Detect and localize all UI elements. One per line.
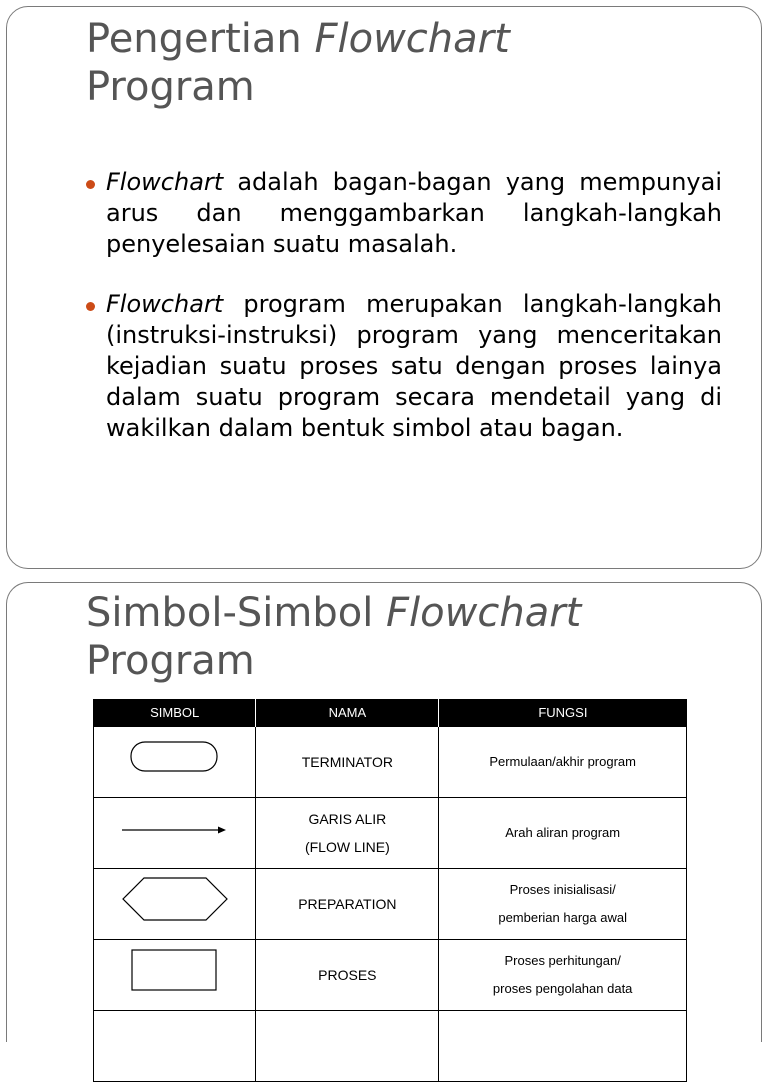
bullet-text: adalah bagan-bagan yang mempunyai arus dan menggambarkan langkah-langkah penyelesaian suatu masalah.: [106, 168, 722, 258]
title-plain: Pengertian: [86, 16, 315, 62]
terminator-icon: [130, 740, 220, 774]
slide-title: [86, 15, 510, 111]
table-row: [94, 869, 687, 940]
symbol-cell: [94, 727, 256, 798]
function-cell: Arah aliran program: [439, 798, 687, 869]
table-row: [94, 940, 687, 1011]
table-row: [94, 727, 687, 798]
table-row: [94, 1011, 687, 1082]
header-symbol: SIMBOL: [94, 699, 256, 727]
header-name: NAMA: [256, 699, 439, 727]
symbol-table: [93, 699, 687, 1082]
symbol-cell: [94, 940, 256, 1011]
name-cell: TERMINATOR: [256, 727, 439, 798]
title-line2: Program: [86, 64, 255, 110]
slide-definition: [6, 6, 762, 569]
function-cell: Permulaan/akhir program: [439, 727, 687, 798]
bullet-italic: Flowchart: [106, 168, 224, 196]
bullet-dot-icon: [86, 180, 95, 189]
name-cell: PROSES: [256, 940, 439, 1011]
bullet-list: [86, 167, 722, 444]
title-italic: Flowchart: [314, 16, 510, 62]
title-plain: Simbol-Simbol: [86, 590, 387, 636]
slide-title: [86, 589, 581, 685]
symbol-cell: [94, 798, 256, 869]
table-header-row: [94, 699, 687, 727]
bullet-italic: Flowchart: [106, 290, 224, 318]
name-cell: GARIS ALIR (FLOW LINE): [256, 798, 439, 869]
name-cell: PREPARATION: [256, 869, 439, 940]
table-row: [94, 798, 687, 869]
title-line2: Program: [86, 638, 255, 684]
flow-line-icon: [120, 823, 230, 837]
bullet-item: [86, 167, 722, 260]
slide-symbols: [6, 582, 762, 1042]
preparation-icon: [120, 876, 230, 922]
bullet-item: [86, 289, 722, 444]
bullet-text: program merupakan langkah-langkah (instruksi-instruksi) program yang menceritakan kejadian suatu proses satu dengan proses lainya dalam suatu program secara mendetail yang di wakilkan dalam bentuk simbol atau bagan.: [106, 290, 722, 442]
function-cell: Proses inisialisasi/ pemberian harga awal: [439, 869, 687, 940]
bullet-dot-icon: [86, 302, 95, 311]
symbol-cell: [94, 869, 256, 940]
title-italic: Flowchart: [386, 590, 582, 636]
function-cell: Proses perhitungan/ proses pengolahan data: [439, 940, 687, 1011]
process-icon: [130, 948, 220, 992]
header-function: FUNGSI: [439, 699, 687, 727]
